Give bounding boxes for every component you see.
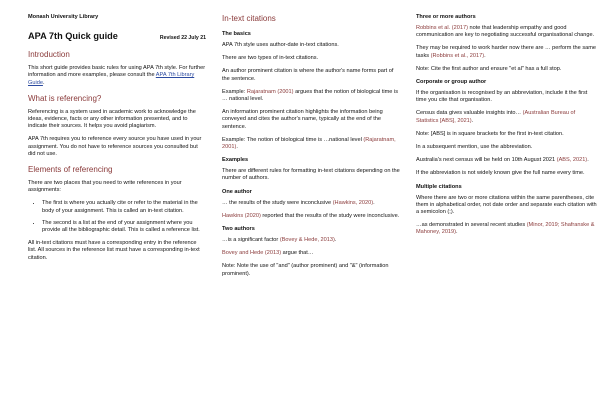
column-right (416, 14, 598, 243)
multiple-citations-heading: Multiple citations (416, 183, 462, 190)
what-paragraph-1: Referencing is a system used in academic work to acknowledge the ideas, evidence, facts or any other information presented, and to indicate their sources. It helps you avoid plagiarism. (28, 108, 196, 130)
two-authors-heading: Two authors (222, 226, 255, 233)
title-row (28, 31, 206, 41)
corporate-paragraph-5: If the abbreviation is not widely known give the full name every time. (416, 170, 585, 177)
three-authors-heading: Three or more authors (416, 14, 476, 20)
apa-guide-link[interactable]: APA 7th Library Guide (28, 72, 195, 86)
corporate-note: Note: [ABS] is in square brackets for the first in-text citation. (416, 130, 564, 137)
intro-heading: Introduction (28, 50, 70, 60)
corporate-author-heading: Corporate or group author (416, 79, 487, 86)
three-authors-example-1: Robbins et al. (2017) note that leadership empathy and good communication are key to negotiating successful organisational change. (416, 25, 595, 39)
example-info-prominent: Example: The notion of biological time is …national level (Rajaratnam, 2001). (222, 136, 396, 151)
examples-paragraph: There are different rules for formatting in-text citations depending on the number of authors. (222, 168, 400, 182)
revised-date: Revised 22 July 21 (159, 35, 206, 42)
what-heading: What is referencing? (28, 93, 102, 103)
info-prominent-paragraph: An information prominent citation highlights the information being conveyed and cites the author's name, typically at the end of the sentence. (222, 109, 383, 130)
corporate-paragraph-3: In a subsequent mention, use the abbreviation. (416, 144, 533, 151)
corporate-example-1: Census data gives valuable insights into… (Australian Bureau of Statistics [ABS], 2021). (416, 110, 576, 124)
one-author-example-2: Hawkins (2020) reported that the results of the study were inconclusive. (222, 212, 400, 219)
two-authors-note: Note: Note the use of "and" (author prominent) and "&" (information prominent). (222, 263, 389, 277)
column-middle (222, 14, 400, 284)
basics-paragraph-2: There are two types of in-text citations. (222, 55, 319, 62)
three-authors-note: Note: Cite the first author and ensure "et al" has a full stop. (416, 65, 562, 72)
example-author-prominent: Example: Rajaratnam (2001) argues that the notion of biological time is … national level. (222, 88, 398, 103)
column-left (28, 14, 206, 268)
corporate-example-2: Australia's next census will be held on 10th August 2021 (ABS, 2021). (416, 157, 589, 164)
elements-closing: All in-text citations must have a corresponding entry in the reference list. All sources in the reference list must have a corresponding in-text citation. (28, 240, 200, 261)
elements-intro: There are two places that you need to write references in your assignments: (28, 180, 182, 194)
two-authors-example-1: …is a significant factor (Bovey & Hede, 2013). (222, 237, 337, 244)
elements-heading: Elements of referencing (28, 165, 113, 175)
page-title: APA 7th Quick guide (28, 31, 118, 42)
intext-heading: In-text citations (222, 14, 276, 23)
what-paragraph-2: APA 7th requires you to reference every source you have used in your assignment. You do not have to reference sources you consulted but did not use. (28, 136, 202, 157)
list-item: • The second is a list at the end of your assignment where you provide all the bibliographic detail. This is called a reference list. (42, 220, 206, 234)
examples-heading: Examples (222, 157, 249, 164)
library-name: Monash University Library (28, 14, 99, 20)
elements-list (28, 200, 206, 234)
one-author-example-1: … the results of the study were inconclusive (Hawkins, 2020). (222, 199, 375, 206)
basics-paragraph-1: APA 7th style uses author-date in-text citations. (222, 42, 339, 48)
three-authors-example-2: They may be required to work harder now there are … perform the same tasks (Robbins et al., 2017). (416, 45, 597, 59)
multiple-paragraph-1: Where there are two or more citations within the same parentheses, cite them in alphabetical order, not date order and separate each citation with a semicolon (;). (416, 194, 597, 216)
one-author-heading: One author (222, 188, 252, 195)
list-item: • The first is where you actually cite or refer to the material in the body of your assignment. This is called an in-text citation. (42, 200, 206, 214)
basics-heading: The basics (222, 31, 251, 37)
two-authors-example-2: Bovey and Hede (2013) argue that… (222, 250, 314, 257)
basics-paragraph-3: An author prominent citation is where the author's name forms part of the sentence. (222, 68, 394, 82)
intro-paragraph: This short guide provides basic rules for using APA 7th style. For further information and more examples, please consult the APA 7th Library Guide. (28, 65, 206, 86)
corporate-paragraph-1: If the organisation is recognised by an abbreviation, include it the first time you cite that organisation. (416, 90, 588, 104)
multiple-example: …as demonstrated in several recent studies (Minor, 2019; Shafranske & Mahoney, 2019). (416, 222, 595, 236)
